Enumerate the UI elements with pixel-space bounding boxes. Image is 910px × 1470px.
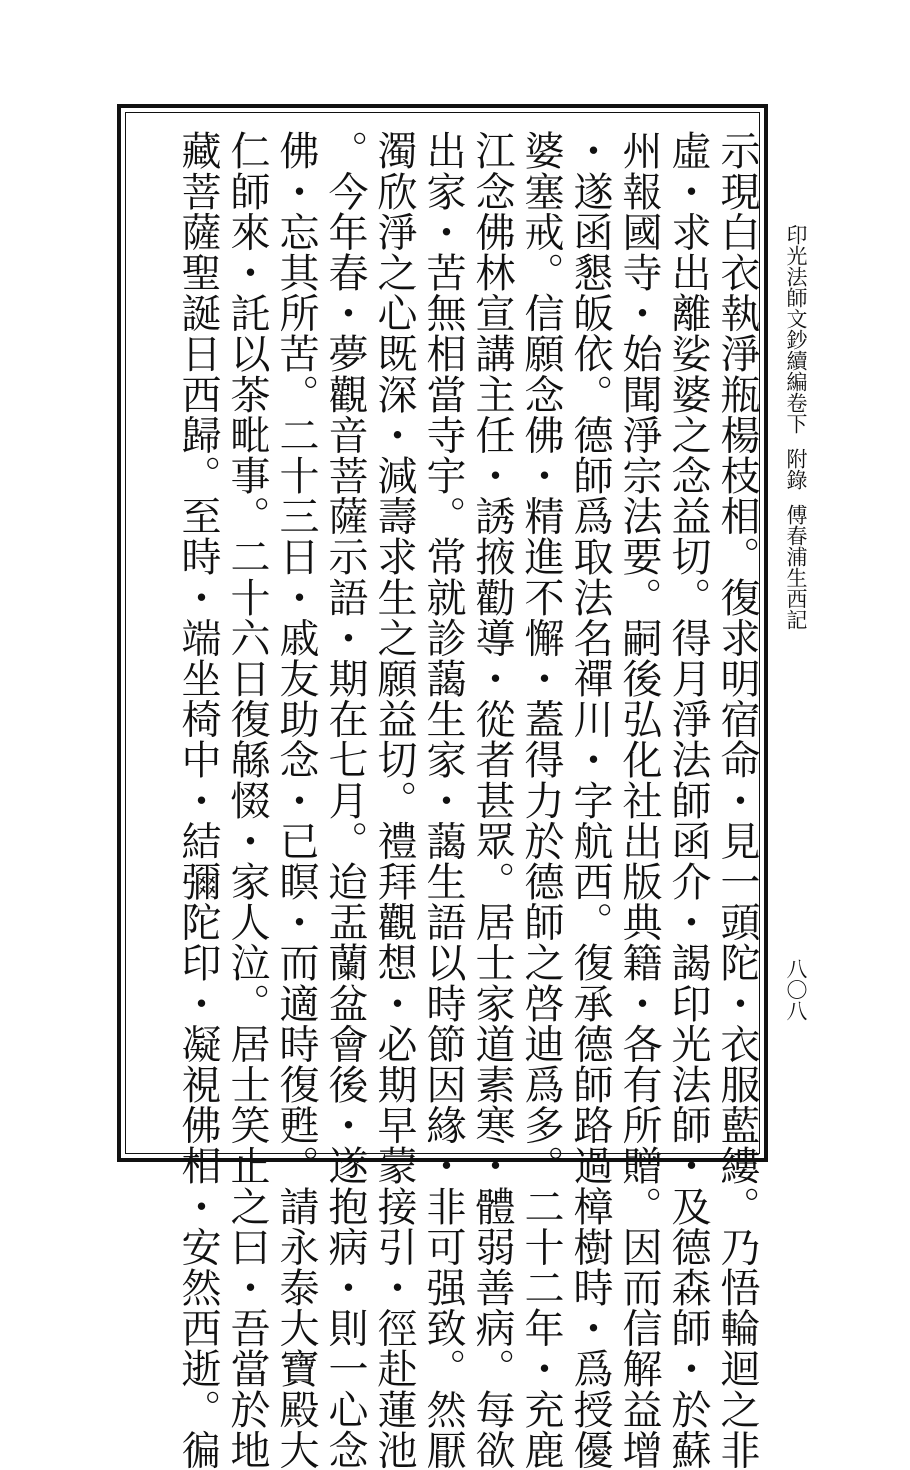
text-column-5: 婆塞戒。信願念佛・精進不懈・蓋得力於德師之啓迪爲多。二十二年・充鹿: [518, 130, 564, 1470]
text-column-10: 佛・忘其所苦。二十三日・戚友助念・已瞑・而適時復甦。請永泰大寶殿大: [273, 130, 319, 1470]
text-column-11: 仁師來・託以茶毗事。二十六日復緜惙・家人泣。居士笑止之曰・吾當於地: [224, 130, 270, 1470]
book-title: 印光法師文鈔續編卷下: [784, 224, 808, 434]
text-column-6: 江念佛林宣講主任・誘掖勸導・從者甚眾。居士家道素寒・體弱善病。每欲: [469, 130, 515, 1470]
chapter-title: 傅春浦生西記: [784, 504, 808, 630]
text-column-12: 藏菩薩聖誕日西歸。至時・端坐椅中・結彌陀印・凝視佛相・安然西逝。徧: [175, 130, 221, 1470]
text-column-2: 虛・求出離娑婆之念益切。得月淨法師函介・謁印光法師・及德森師・於蘇: [665, 130, 711, 1470]
text-column-1: 示現白衣執淨瓶楊枝相。復求明宿命・見一頭陀・衣服藍縷。乃悟輪迴之非: [714, 130, 760, 1470]
text-column-9: 。今年春・夢觀音菩薩示語・期在七月。迨盂蘭盆會後・遂抱病・則一心念: [322, 130, 368, 1470]
text-column-7: 出家・苦無相當寺宇。常就診藹生家・藹生語以時節因緣・非可强致。然厭: [420, 130, 466, 1470]
text-column-8: 濁欣淨之心既深・減壽求生之願益切。禮拜觀想・必期早蒙接引・徑赴蓮池: [371, 130, 417, 1470]
running-header: [782, 224, 810, 684]
section-name: 附錄: [784, 448, 808, 490]
page-number: 八〇八: [784, 958, 808, 1021]
text-column-4: ・遂函懇皈依。德師爲取法名禪川・字航西。復承德師路過樟樹時・爲授優: [567, 130, 613, 1470]
text-column-3: 州報國寺・始聞淨宗法要。嗣後弘化社出版典籍・各有所贈。因而信解益增: [616, 130, 662, 1470]
